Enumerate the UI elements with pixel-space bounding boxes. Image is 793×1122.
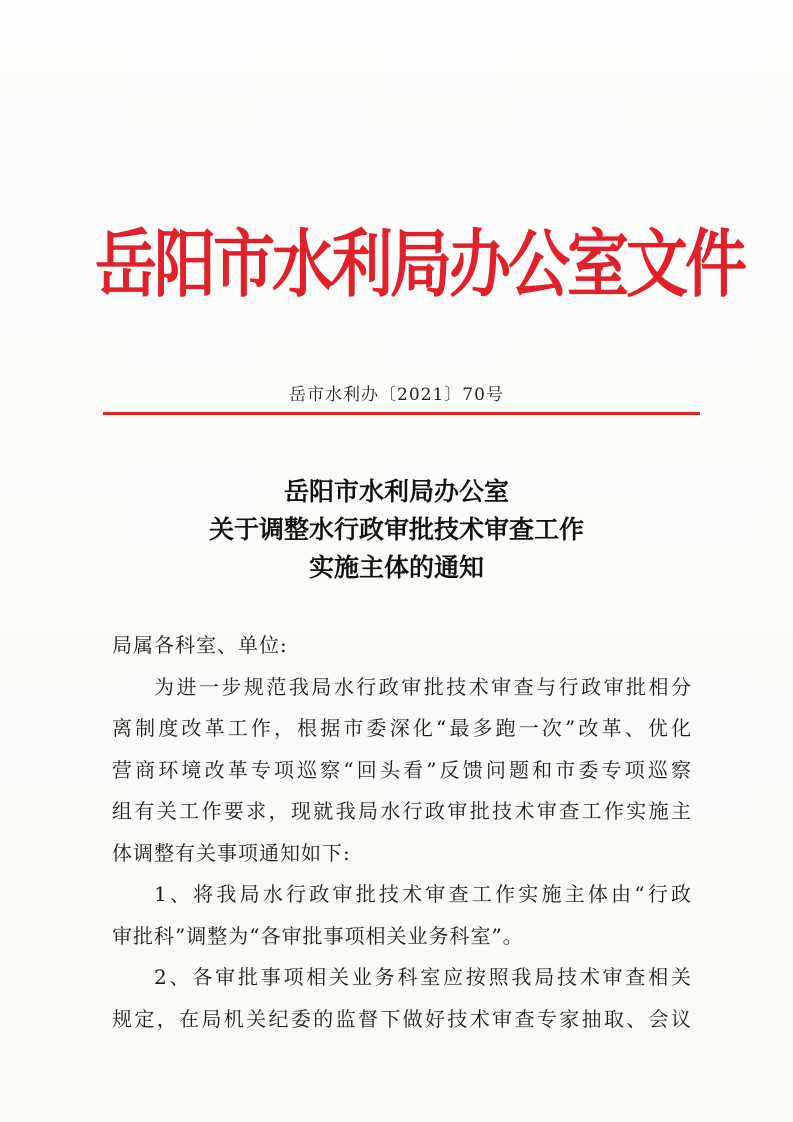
salutation: 局属各科室、单位: [112, 633, 288, 657]
paragraph-1-line-4: 组有关工作要求，现就我局水行政审批技术审查工作实施主 [112, 799, 692, 823]
notice-title-line-1: 岳阳市水利局办公室 [283, 477, 509, 506]
notice-title-line-2: 关于调整水行政审批技术审查工作 [208, 515, 584, 544]
notice-title [0, 473, 793, 587]
red-separator-line [103, 412, 700, 415]
agency-header-title: 岳阳市水利局办公室文件 [95, 220, 745, 308]
paragraph-1-line-3: 营商环境改革专项巡察“回头看”反馈问题和市委专项巡察 [112, 757, 692, 782]
item-1-line-1: 1、将我局水行政审批技术审查工作实施主体由“行政 [154, 882, 692, 906]
notice-title-line-3: 实施主体的通知 [308, 553, 484, 582]
paragraph-1-line-1: 为进一步规范我局水行政审批技术审查与行政审批相分 [154, 674, 692, 699]
item-1-line-2: 审批科”调整为“各审批事项相关业务科室”。 [112, 923, 524, 948]
paragraph-1-line-2: 离制度改革工作，根据市委深化“最多跑一次”改革、优化 [112, 716, 692, 740]
paragraph-1-line-5: 体调整有关事项通知如下: [112, 840, 351, 865]
document-number: 岳市水利办〔2021〕70号 [289, 385, 504, 405]
notice-body [112, 625, 692, 1040]
item-2-line-2: 规定，在局机关纪委的监督下做好技术审查专家抽取、会议 [112, 1006, 692, 1031]
item-2-line-1: 2、各审批事项相关业务科室应按照我局技术审查相关 [154, 965, 692, 989]
